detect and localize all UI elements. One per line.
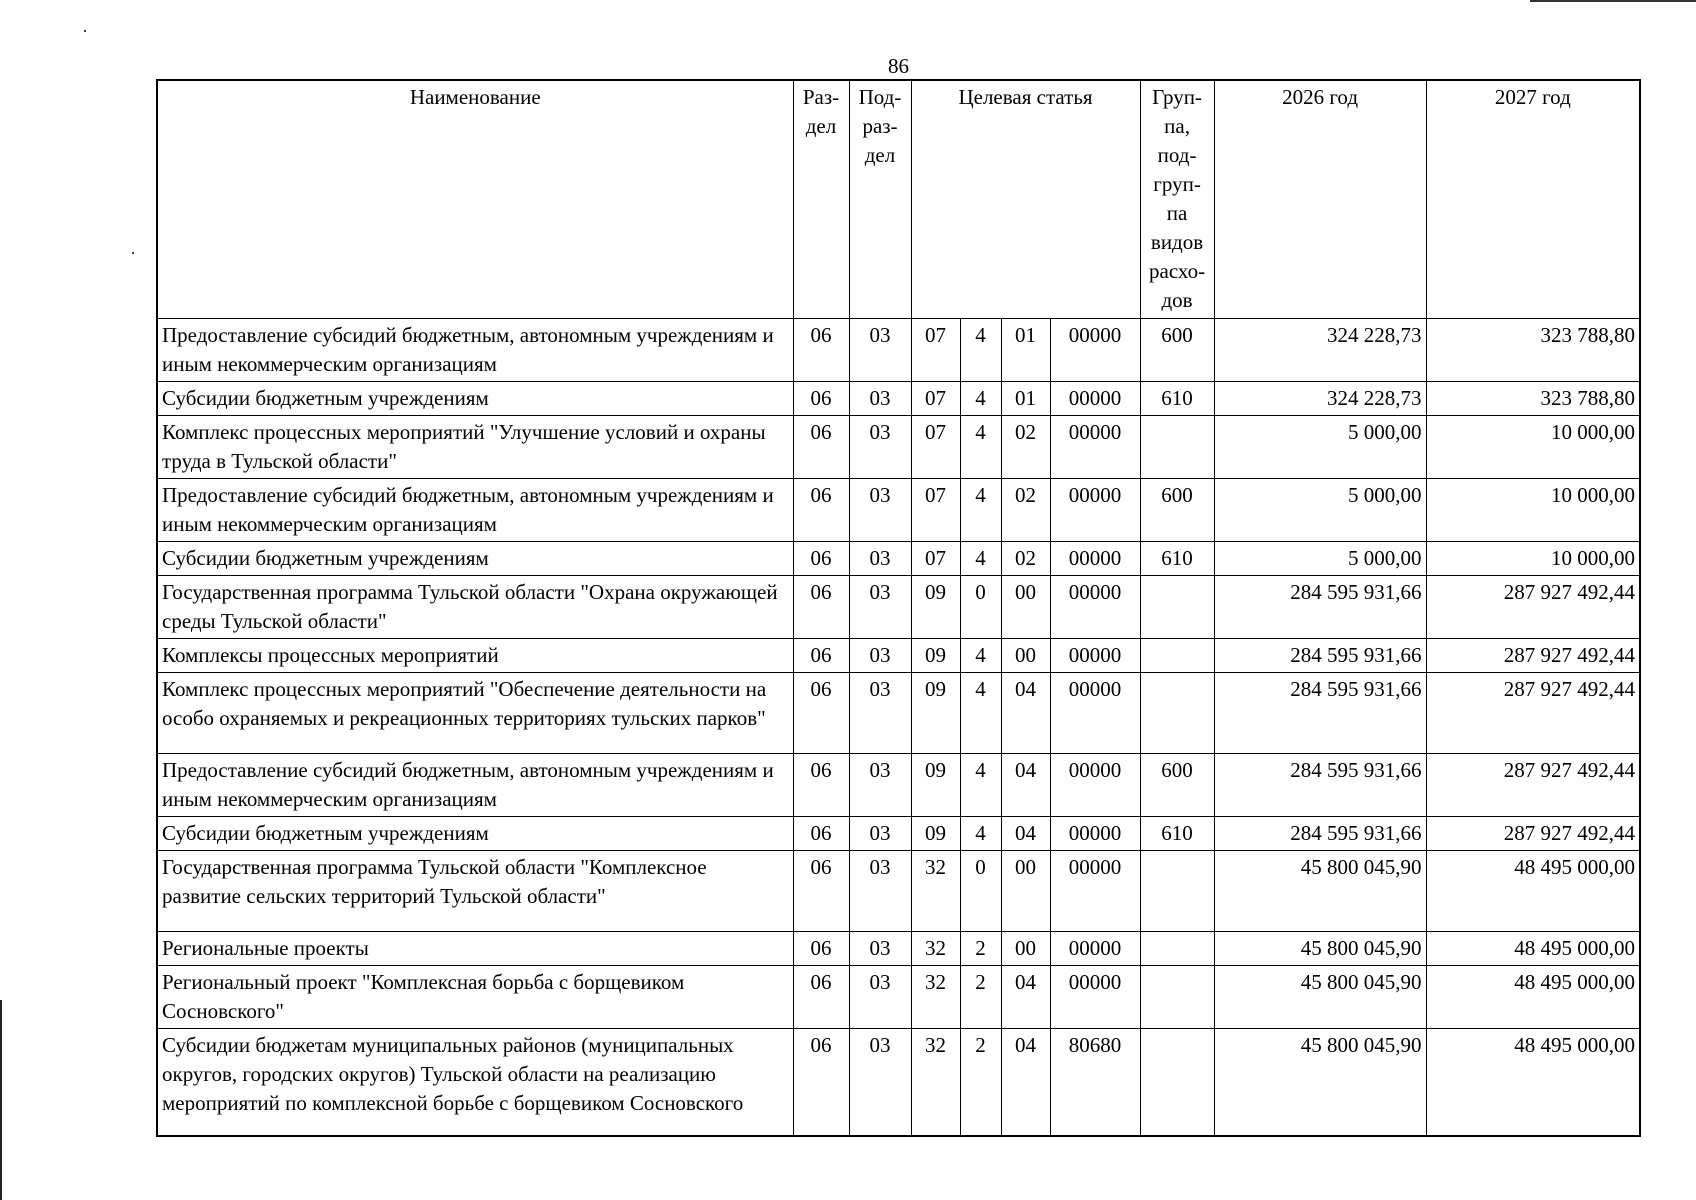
row-section: 06 bbox=[793, 575, 849, 638]
row-amount-2027: 48 495 000,00 bbox=[1426, 931, 1640, 965]
row-subsection: 03 bbox=[849, 575, 911, 638]
row-amount-2027: 48 495 000,00 bbox=[1426, 965, 1640, 1028]
row-target-program: 07 bbox=[911, 415, 960, 478]
row-expense-group: 610 bbox=[1140, 816, 1214, 850]
row-amount-2027: 287 927 492,44 bbox=[1426, 672, 1640, 753]
row-amount-2027: 10 000,00 bbox=[1426, 541, 1640, 575]
row-name: Комплекс процессных мероприятий "Улучшение условий и охраны труда в Тульской области" bbox=[157, 415, 793, 478]
row-target-direction: 01 bbox=[1001, 318, 1050, 381]
scan-speck bbox=[132, 252, 134, 254]
table-row bbox=[157, 1028, 1640, 1136]
row-subsection: 03 bbox=[849, 541, 911, 575]
row-target-type: 2 bbox=[960, 931, 1001, 965]
table-row bbox=[157, 816, 1640, 850]
row-target-direction: 00 bbox=[1001, 575, 1050, 638]
row-expense-group: 600 bbox=[1140, 478, 1214, 541]
row-section: 06 bbox=[793, 541, 849, 575]
row-target-direction: 01 bbox=[1001, 381, 1050, 415]
row-subsection: 03 bbox=[849, 965, 911, 1028]
row-target-type: 4 bbox=[960, 318, 1001, 381]
row-section: 06 bbox=[793, 816, 849, 850]
table-body bbox=[157, 318, 1640, 1136]
row-name: Предоставление субсидий бюджетным, автономным учреждениям и иным некоммерческим организациям bbox=[157, 318, 793, 381]
scan-speck bbox=[84, 30, 86, 32]
row-amount-2027: 287 927 492,44 bbox=[1426, 575, 1640, 638]
row-target-code: 00000 bbox=[1050, 931, 1140, 965]
row-target-code: 00000 bbox=[1050, 381, 1140, 415]
row-target-program: 32 bbox=[911, 1028, 960, 1136]
row-name: Государственная программа Тульской области "Комплексное развитие сельских территорий Тульской области" bbox=[157, 850, 793, 931]
row-amount-2027: 48 495 000,00 bbox=[1426, 850, 1640, 931]
row-subsection: 03 bbox=[849, 318, 911, 381]
row-target-direction: 04 bbox=[1001, 965, 1050, 1028]
header-subsection: Под- раз- дел bbox=[849, 80, 911, 318]
table-row bbox=[157, 541, 1640, 575]
row-name: Субсидии бюджетным учреждениям bbox=[157, 541, 793, 575]
row-target-code: 00000 bbox=[1050, 415, 1140, 478]
scan-edge-top bbox=[1530, 0, 1696, 2]
row-target-type: 0 bbox=[960, 575, 1001, 638]
row-expense-group bbox=[1140, 638, 1214, 672]
row-section: 06 bbox=[793, 753, 849, 816]
row-target-code: 00000 bbox=[1050, 672, 1140, 753]
row-amount-2027: 48 495 000,00 bbox=[1426, 1028, 1640, 1136]
row-expense-group: 610 bbox=[1140, 381, 1214, 415]
row-expense-group bbox=[1140, 415, 1214, 478]
row-target-program: 09 bbox=[911, 638, 960, 672]
row-target-type: 2 bbox=[960, 965, 1001, 1028]
table-row bbox=[157, 672, 1640, 753]
row-expense-group: 610 bbox=[1140, 541, 1214, 575]
row-subsection: 03 bbox=[849, 931, 911, 965]
row-target-code: 00000 bbox=[1050, 816, 1140, 850]
row-section: 06 bbox=[793, 415, 849, 478]
row-amount-2026: 5 000,00 bbox=[1214, 415, 1426, 478]
row-name: Предоставление субсидий бюджетным, автономным учреждениям и иным некоммерческим организациям bbox=[157, 478, 793, 541]
row-subsection: 03 bbox=[849, 753, 911, 816]
row-target-type: 4 bbox=[960, 638, 1001, 672]
row-subsection: 03 bbox=[849, 638, 911, 672]
row-target-program: 09 bbox=[911, 753, 960, 816]
row-amount-2027: 10 000,00 bbox=[1426, 415, 1640, 478]
table-row bbox=[157, 850, 1640, 931]
row-subsection: 03 bbox=[849, 816, 911, 850]
row-target-direction: 00 bbox=[1001, 638, 1050, 672]
row-target-code: 00000 bbox=[1050, 318, 1140, 381]
row-target-direction: 04 bbox=[1001, 672, 1050, 753]
row-section: 06 bbox=[793, 318, 849, 381]
row-expense-group bbox=[1140, 850, 1214, 931]
row-expense-group bbox=[1140, 931, 1214, 965]
page-number: 86 bbox=[888, 54, 909, 78]
row-target-code: 80680 bbox=[1050, 1028, 1140, 1136]
row-name: Комплексы процессных мероприятий bbox=[157, 638, 793, 672]
row-section: 06 bbox=[793, 1028, 849, 1136]
row-expense-group: 600 bbox=[1140, 318, 1214, 381]
row-section: 06 bbox=[793, 672, 849, 753]
row-target-program: 07 bbox=[911, 318, 960, 381]
row-target-type: 4 bbox=[960, 672, 1001, 753]
row-name: Региональные проекты bbox=[157, 931, 793, 965]
row-amount-2026: 284 595 931,66 bbox=[1214, 816, 1426, 850]
row-target-program: 07 bbox=[911, 381, 960, 415]
row-name: Комплекс процессных мероприятий "Обеспечение деятельности на особо охраняемых и рекреационных территориях тульских парков" bbox=[157, 672, 793, 753]
row-section: 06 bbox=[793, 381, 849, 415]
row-name: Предоставление субсидий бюджетным, автономным учреждениям и иным некоммерческим организациям bbox=[157, 753, 793, 816]
row-amount-2026: 284 595 931,66 bbox=[1214, 753, 1426, 816]
row-target-type: 4 bbox=[960, 753, 1001, 816]
row-target-type: 2 bbox=[960, 1028, 1001, 1136]
row-amount-2026: 5 000,00 bbox=[1214, 478, 1426, 541]
row-target-program: 32 bbox=[911, 850, 960, 931]
row-target-direction: 00 bbox=[1001, 850, 1050, 931]
header-target-article: Целевая статья bbox=[911, 80, 1140, 318]
row-expense-group bbox=[1140, 575, 1214, 638]
row-subsection: 03 bbox=[849, 381, 911, 415]
row-target-program: 32 bbox=[911, 931, 960, 965]
row-section: 06 bbox=[793, 478, 849, 541]
row-section: 06 bbox=[793, 850, 849, 931]
row-subsection: 03 bbox=[849, 415, 911, 478]
row-amount-2026: 45 800 045,90 bbox=[1214, 850, 1426, 931]
row-target-type: 4 bbox=[960, 816, 1001, 850]
row-target-code: 00000 bbox=[1050, 965, 1140, 1028]
row-amount-2026: 45 800 045,90 bbox=[1214, 1028, 1426, 1136]
row-target-program: 32 bbox=[911, 965, 960, 1028]
row-target-code: 00000 bbox=[1050, 478, 1140, 541]
row-target-type: 4 bbox=[960, 415, 1001, 478]
header-year-2026: 2026 год bbox=[1214, 80, 1426, 318]
row-subsection: 03 bbox=[849, 850, 911, 931]
table-row bbox=[157, 753, 1640, 816]
row-name: Государственная программа Тульской области "Охрана окружающей среды Тульской области" bbox=[157, 575, 793, 638]
table-row bbox=[157, 575, 1640, 638]
table-row bbox=[157, 415, 1640, 478]
budget-table bbox=[156, 79, 1641, 1137]
row-amount-2026: 284 595 931,66 bbox=[1214, 672, 1426, 753]
row-section: 06 bbox=[793, 638, 849, 672]
row-expense-group bbox=[1140, 1028, 1214, 1136]
scan-edge-left bbox=[0, 1000, 2, 1200]
row-amount-2026: 284 595 931,66 bbox=[1214, 638, 1426, 672]
row-amount-2026: 324 228,73 bbox=[1214, 381, 1426, 415]
row-name: Субсидии бюджетным учреждениям bbox=[157, 816, 793, 850]
row-amount-2026: 5 000,00 bbox=[1214, 541, 1426, 575]
row-target-direction: 02 bbox=[1001, 415, 1050, 478]
row-amount-2027: 287 927 492,44 bbox=[1426, 753, 1640, 816]
row-target-type: 4 bbox=[960, 541, 1001, 575]
row-target-program: 07 bbox=[911, 478, 960, 541]
header-expense-group: Груп- па, под- груп- па видов расхо- дов bbox=[1140, 80, 1214, 318]
row-amount-2027: 323 788,80 bbox=[1426, 318, 1640, 381]
row-target-type: 0 bbox=[960, 850, 1001, 931]
row-target-code: 00000 bbox=[1050, 638, 1140, 672]
header-section: Раз- дел bbox=[793, 80, 849, 318]
row-subsection: 03 bbox=[849, 672, 911, 753]
row-amount-2026: 45 800 045,90 bbox=[1214, 931, 1426, 965]
header-year-2027: 2027 год bbox=[1426, 80, 1640, 318]
row-target-direction: 04 bbox=[1001, 1028, 1050, 1136]
row-target-code: 00000 bbox=[1050, 575, 1140, 638]
row-amount-2026: 45 800 045,90 bbox=[1214, 965, 1426, 1028]
table-row bbox=[157, 931, 1640, 965]
row-section: 06 bbox=[793, 965, 849, 1028]
row-name: Субсидии бюджетным учреждениям bbox=[157, 381, 793, 415]
row-expense-group bbox=[1140, 672, 1214, 753]
row-expense-group: 600 bbox=[1140, 753, 1214, 816]
table-row bbox=[157, 381, 1640, 415]
table-row bbox=[157, 965, 1640, 1028]
row-target-direction: 00 bbox=[1001, 931, 1050, 965]
row-target-direction: 02 bbox=[1001, 541, 1050, 575]
row-target-type: 4 bbox=[960, 478, 1001, 541]
row-name: Региональный проект "Комплексная борьба с борщевиком Сосновского" bbox=[157, 965, 793, 1028]
row-target-program: 07 bbox=[911, 541, 960, 575]
row-section: 06 bbox=[793, 931, 849, 965]
table-row bbox=[157, 638, 1640, 672]
table-row bbox=[157, 478, 1640, 541]
row-target-code: 00000 bbox=[1050, 541, 1140, 575]
header-name: Наименование bbox=[157, 80, 793, 318]
row-subsection: 03 bbox=[849, 478, 911, 541]
row-amount-2027: 287 927 492,44 bbox=[1426, 816, 1640, 850]
row-target-program: 09 bbox=[911, 575, 960, 638]
row-target-direction: 04 bbox=[1001, 816, 1050, 850]
row-target-direction: 04 bbox=[1001, 753, 1050, 816]
row-amount-2026: 284 595 931,66 bbox=[1214, 575, 1426, 638]
table-header-row bbox=[157, 80, 1640, 318]
row-target-code: 00000 bbox=[1050, 753, 1140, 816]
row-amount-2026: 324 228,73 bbox=[1214, 318, 1426, 381]
row-subsection: 03 bbox=[849, 1028, 911, 1136]
row-target-code: 00000 bbox=[1050, 850, 1140, 931]
table-row bbox=[157, 318, 1640, 381]
row-target-direction: 02 bbox=[1001, 478, 1050, 541]
row-amount-2027: 323 788,80 bbox=[1426, 381, 1640, 415]
row-amount-2027: 10 000,00 bbox=[1426, 478, 1640, 541]
row-target-program: 09 bbox=[911, 816, 960, 850]
row-expense-group bbox=[1140, 965, 1214, 1028]
row-name: Субсидии бюджетам муниципальных районов (муниципальных округов, городских округов) Тульской области на реализацию мероприятий по комплексной борьбе с борщевиком Сосновского bbox=[157, 1028, 793, 1136]
row-target-program: 09 bbox=[911, 672, 960, 753]
row-amount-2027: 287 927 492,44 bbox=[1426, 638, 1640, 672]
row-target-type: 4 bbox=[960, 381, 1001, 415]
